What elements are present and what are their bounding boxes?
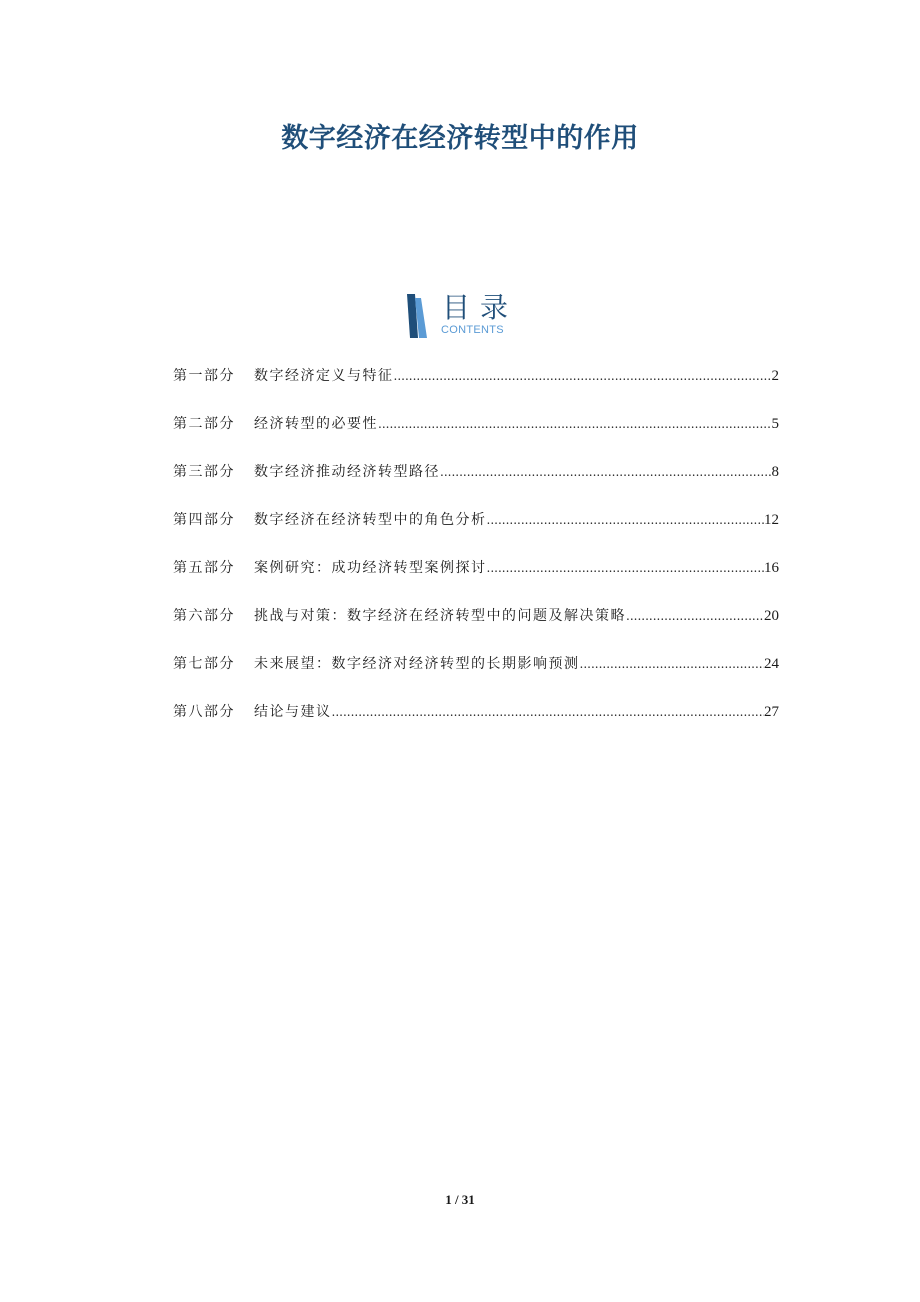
toc-part-label: 第二部分	[173, 416, 235, 432]
toc-page-number: 2	[771, 368, 779, 384]
toc-part-label: 第三部分	[173, 464, 235, 480]
toc-page-number: 27	[764, 704, 779, 720]
toc-heading-subtitle: CONTENTS	[441, 324, 504, 336]
toc-part-label: 第四部分	[173, 512, 235, 528]
toc-dot-leader	[626, 604, 764, 628]
toc-dot-leader	[487, 508, 765, 532]
toc-page-number: 16	[764, 560, 779, 576]
toc-dot-leader	[580, 652, 765, 676]
toc-page-number: 5	[771, 416, 779, 432]
table-of-contents	[173, 364, 779, 748]
toc-entry-5[interactable]	[173, 556, 779, 604]
toc-page-number: 12	[764, 512, 779, 528]
toc-part-label: 第八部分	[173, 704, 235, 720]
toc-entry-title: 结论与建议	[254, 704, 332, 720]
toc-entry-title: 数字经济定义与特征	[254, 368, 394, 384]
page-number-footer: 1 / 31	[445, 1192, 475, 1207]
toc-dot-leader	[394, 364, 772, 388]
toc-entry-4[interactable]	[173, 508, 779, 556]
toc-page-number: 20	[764, 608, 779, 624]
toc-entry-1[interactable]	[173, 364, 779, 412]
toc-heading	[406, 292, 526, 342]
toc-entry-2[interactable]	[173, 412, 779, 460]
toc-page-number: 24	[764, 656, 779, 672]
toc-page-number: 8	[771, 464, 779, 480]
toc-entry-title: 案例研究：成功经济转型案例探讨	[254, 560, 487, 576]
document-title: 数字经济在经济转型中的作用	[281, 123, 639, 154]
toc-entry-3[interactable]	[173, 460, 779, 508]
toc-entry-title: 挑战与对策：数字经济在经济转型中的问题及解决策略	[254, 608, 626, 624]
toc-entry-7[interactable]	[173, 652, 779, 700]
toc-dot-leader	[440, 460, 772, 484]
toc-part-label: 第七部分	[173, 656, 235, 672]
toc-part-label: 第五部分	[173, 560, 235, 576]
toc-heading-title: 目录	[442, 291, 519, 324]
toc-entry-title: 数字经济推动经济转型路径	[254, 464, 440, 480]
toc-dot-leader	[378, 412, 772, 436]
toc-part-label: 第一部分	[173, 368, 235, 384]
toc-bookmark-icon	[406, 294, 428, 338]
toc-part-label: 第六部分	[173, 608, 235, 624]
toc-entry-title: 数字经济在经济转型中的角色分析	[254, 512, 487, 528]
toc-entry-title: 未来展望：数字经济对经济转型的长期影响预测	[254, 656, 580, 672]
toc-dot-leader	[332, 700, 765, 724]
toc-entry-title: 经济转型的必要性	[254, 416, 378, 432]
toc-dot-leader	[487, 556, 765, 580]
toc-entry-8[interactable]	[173, 700, 779, 748]
toc-entry-6[interactable]	[173, 604, 779, 652]
